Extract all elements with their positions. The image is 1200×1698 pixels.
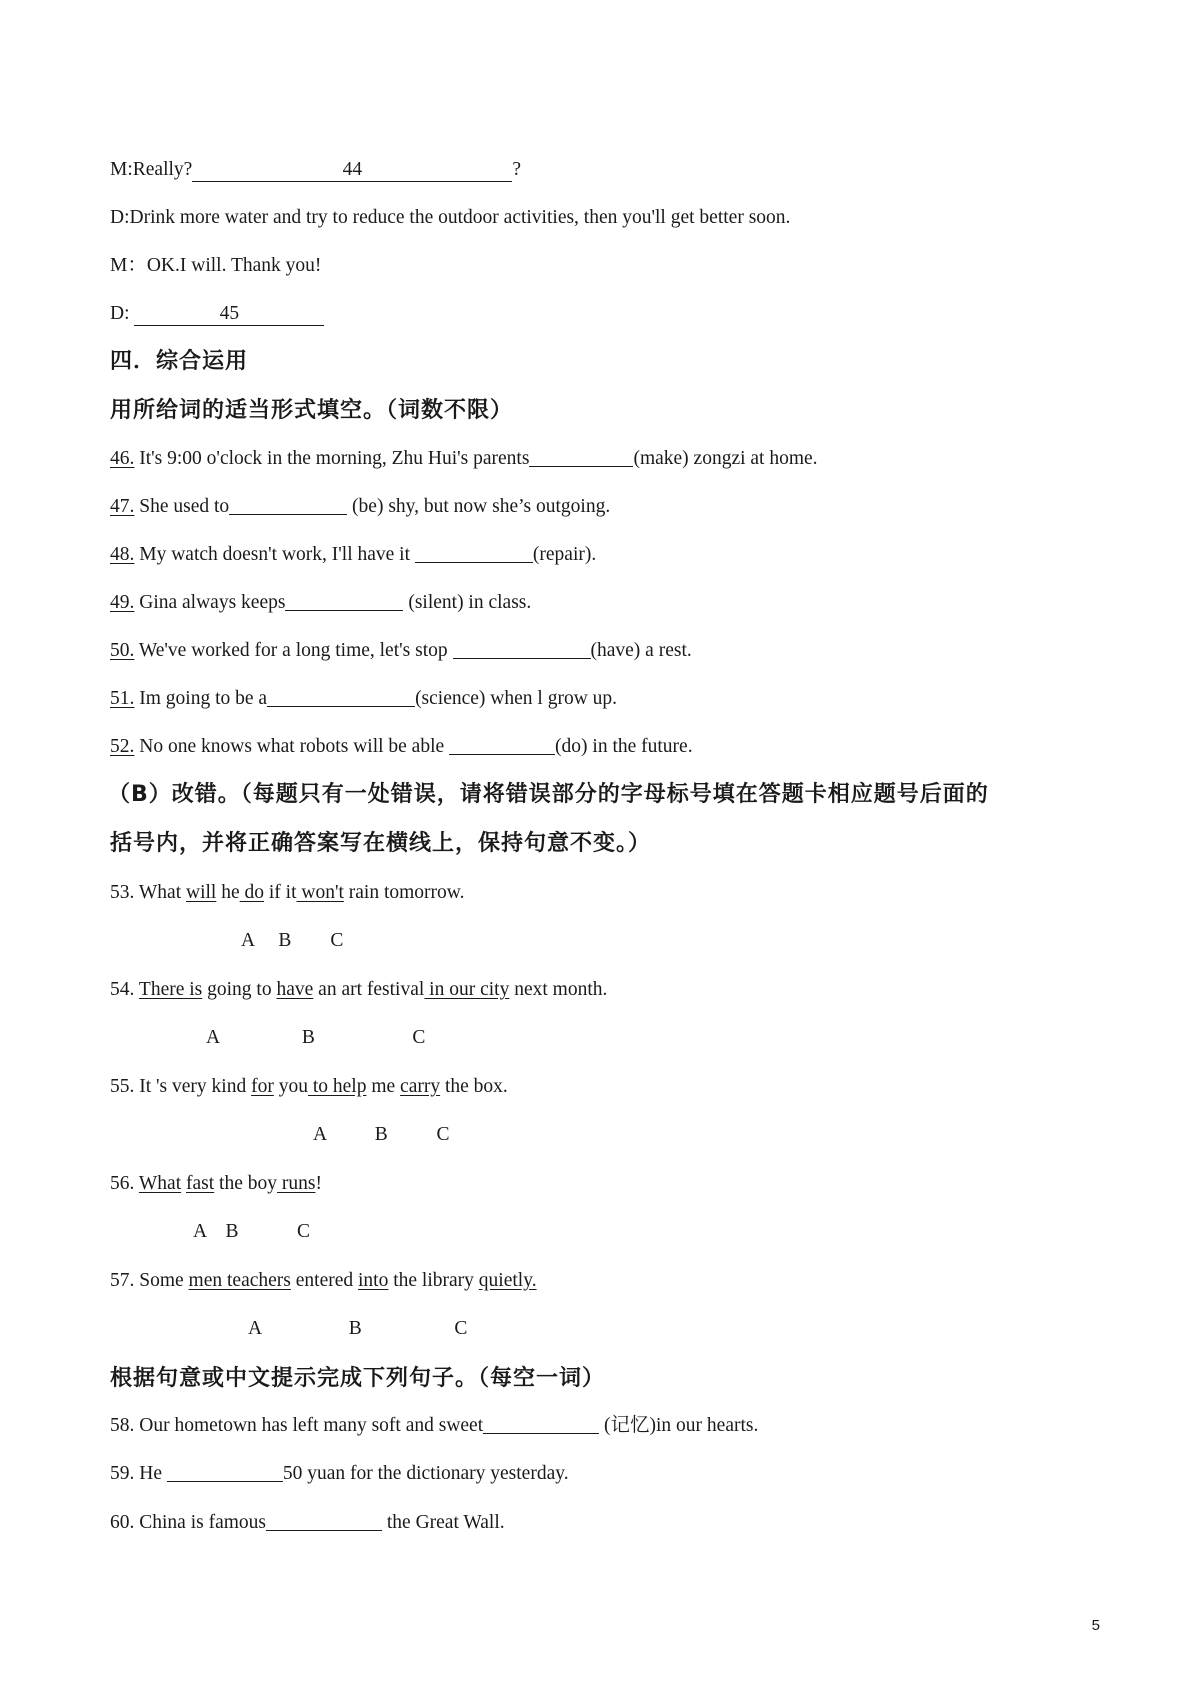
part-a-title: 用所给词的适当形式填空。（词数不限） <box>110 398 514 423</box>
question-60: 60. China is famous the Great Wall. <box>110 1512 505 1533</box>
question-55: 55. It 's very kind for you to help me carry the box. <box>110 1076 508 1097</box>
option-letters-55: A B C <box>313 1124 450 1145</box>
answer-blank-49[interactable] <box>285 590 403 611</box>
part-c-title: 根据句意或中文提示完成下列句子。（每空一词） <box>110 1366 606 1391</box>
option-letters-54: A B C <box>206 1027 426 1048</box>
part-b-title-line1: （B）改错。（每题只有一处错误，请将错误部分的字母标号填在答题卡相应题号后面的 <box>108 782 989 807</box>
question-56: 56. What fast the boy runs! <box>110 1173 322 1194</box>
answer-blank-45[interactable]: 45 <box>134 303 324 326</box>
answer-blank-60[interactable] <box>266 1510 382 1531</box>
question-49: 49. Gina always keeps (silent) in class. <box>110 592 532 613</box>
question-53: 53. What will he do if it won't rain tomorrow. <box>110 882 465 903</box>
section-title: 四．综合运用 <box>110 349 249 374</box>
answer-blank-44[interactable]: 44 <box>192 159 512 182</box>
part-b-title-line2: 括号内，并将正确答案写在横线上，保持句意不变。） <box>110 831 652 856</box>
dialogue-line-thanks: M：OK.I will. Thank you! <box>110 255 322 276</box>
dialogue-line-doctor: D:Drink more water and try to reduce the outdoor activities, then you'll get better soon. <box>110 207 791 228</box>
dialogue-line-45: D: 45 <box>110 301 324 327</box>
question-46: 46. It's 9:00 o'clock in the morning, Zhu Hui's parents (make) zongzi at home. <box>110 448 818 469</box>
question-59: 59. He 50 yuan for the dictionary yesterday. <box>110 1463 569 1484</box>
answer-blank-46[interactable] <box>529 446 633 467</box>
option-letters-57: A B C <box>248 1318 468 1339</box>
option-letters-56: A B C <box>193 1221 311 1242</box>
dialogue-line-44: M:Really? 44 ? <box>110 159 521 180</box>
answer-blank-47[interactable] <box>229 494 347 515</box>
answer-blank-48[interactable] <box>415 542 533 563</box>
question-51: 51. Im going to be a (science) when l grow up. <box>110 688 618 709</box>
answer-blank-50[interactable] <box>453 638 591 659</box>
question-52: 52. No one knows what robots will be able (do) in the future. <box>110 736 693 757</box>
question-57: 57. Some men teachers entered into the library quietly. <box>110 1270 537 1291</box>
option-letters-53: A B C <box>241 930 344 951</box>
page-number: 5 <box>1091 1617 1100 1634</box>
question-47: 47. She used to (be) shy, but now she’s outgoing. <box>110 496 611 517</box>
answer-blank-52[interactable] <box>449 734 555 755</box>
answer-blank-59[interactable] <box>167 1461 283 1482</box>
question-58: 58. Our hometown has left many soft and sweet (记忆)in our hearts. <box>110 1415 759 1436</box>
answer-blank-58[interactable] <box>483 1413 599 1434</box>
question-54: 54. There is going to have an art festival in our city next month. <box>110 979 608 1000</box>
question-50: 50. We've worked for a long time, let's stop (have) a rest. <box>110 640 692 661</box>
question-48: 48. My watch doesn't work, I'll have it (repair). <box>110 544 597 565</box>
answer-blank-51[interactable] <box>267 686 415 707</box>
